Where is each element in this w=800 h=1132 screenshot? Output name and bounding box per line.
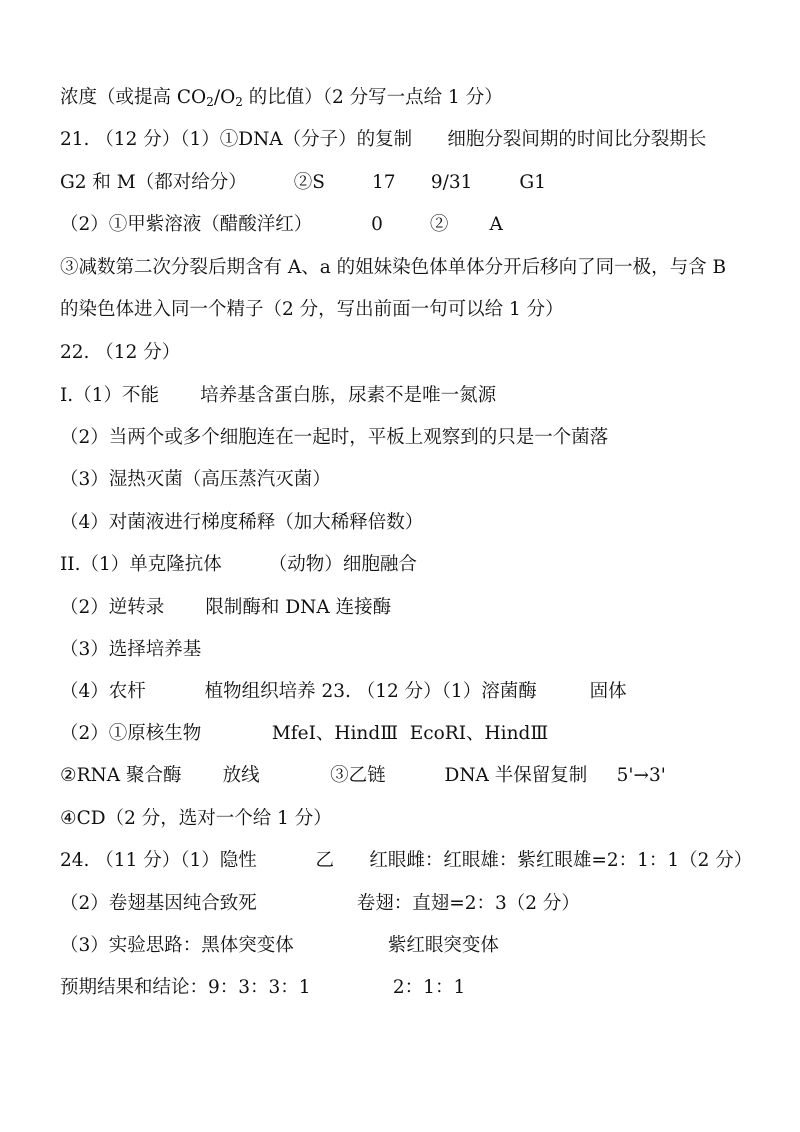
answer-23-line: ②RNA 聚合酶 放线 ③乙链 DNA 半保留复制 5'→3' (60, 765, 666, 786)
answer-line-20-continuation (60, 86, 770, 110)
answer-22-line: （2）逆转录 限制酶和 DNA 连接酶 (60, 597, 392, 618)
line-text: 浓度（或提高 CO (60, 87, 207, 108)
answer-24-line: （2）卷翅基因纯合致死 卷翅：直翅=2：3（2 分） (60, 893, 580, 914)
answer-21-line: G2 和 M（都对给分） ②S 17 9/31 G1 (60, 172, 546, 193)
answer-22-line: （3）湿热灭菌（高压蒸汽灭菌） (60, 469, 331, 490)
line-text: /O (213, 87, 236, 108)
answer-23-line: （2）①原核生物 MfeⅠ、HindⅢ EcoRⅠ、HindⅢ (60, 723, 549, 744)
subscript: 2 (206, 95, 214, 109)
answer-22-line: （4）对菌液进行梯度稀释（加大稀释倍数） (60, 512, 424, 533)
answer-21-line: 的染色体进入同一个精子（2 分，写出前面一句可以给 1 分） (60, 299, 564, 320)
answer-23-line: ④CD（2 分，选对一个给 1 分） (60, 808, 332, 829)
answer-24-line: 预期结果和结论：9：3：3：1 2：1：1 (60, 977, 466, 998)
answer-24-line: （3）实验思路：黑体突变体 紫红眼突变体 (60, 935, 499, 956)
subscript: 2 (235, 95, 243, 109)
answer-22-line: （2）当两个或多个细胞连在一起时，平板上观察到的只是一个菌落 (60, 427, 609, 448)
line-text: 的比值）（2 分写一点给 1 分） (242, 87, 503, 108)
answer-22-23-line: （4）农杆 植物组织培养 23. （12 分）（1）溶菌酶 固体 (60, 681, 627, 702)
answer-21-header: 21. （12 分）（1）①DNA（分子）的复制 细胞分裂间期的时间比分裂期长 (60, 129, 707, 150)
answer-21-line: （2）①甲紫溶液（醋酸洋红） 0 ② A (60, 214, 503, 235)
answer-22-line: I.（1）不能 培养基含蛋白胨，尿素不是唯一氮源 (60, 385, 497, 406)
answer-24-header: 24. （11 分）（1）隐性 乙 红眼雌：红眼雄：紫红眼雄=2：1：1（2 分） (60, 850, 753, 871)
answer-22-header: 22. （12 分） (60, 342, 181, 363)
answer-22-line: II.（1）单克隆抗体 （动物）细胞融合 (60, 554, 417, 575)
answer-22-line: （3）选择培养基 (60, 639, 202, 660)
answer-21-line: ③减数第二次分裂后期含有 A、a 的姐妹染色体单体分开后移向了同一极，与含 B (60, 257, 727, 278)
